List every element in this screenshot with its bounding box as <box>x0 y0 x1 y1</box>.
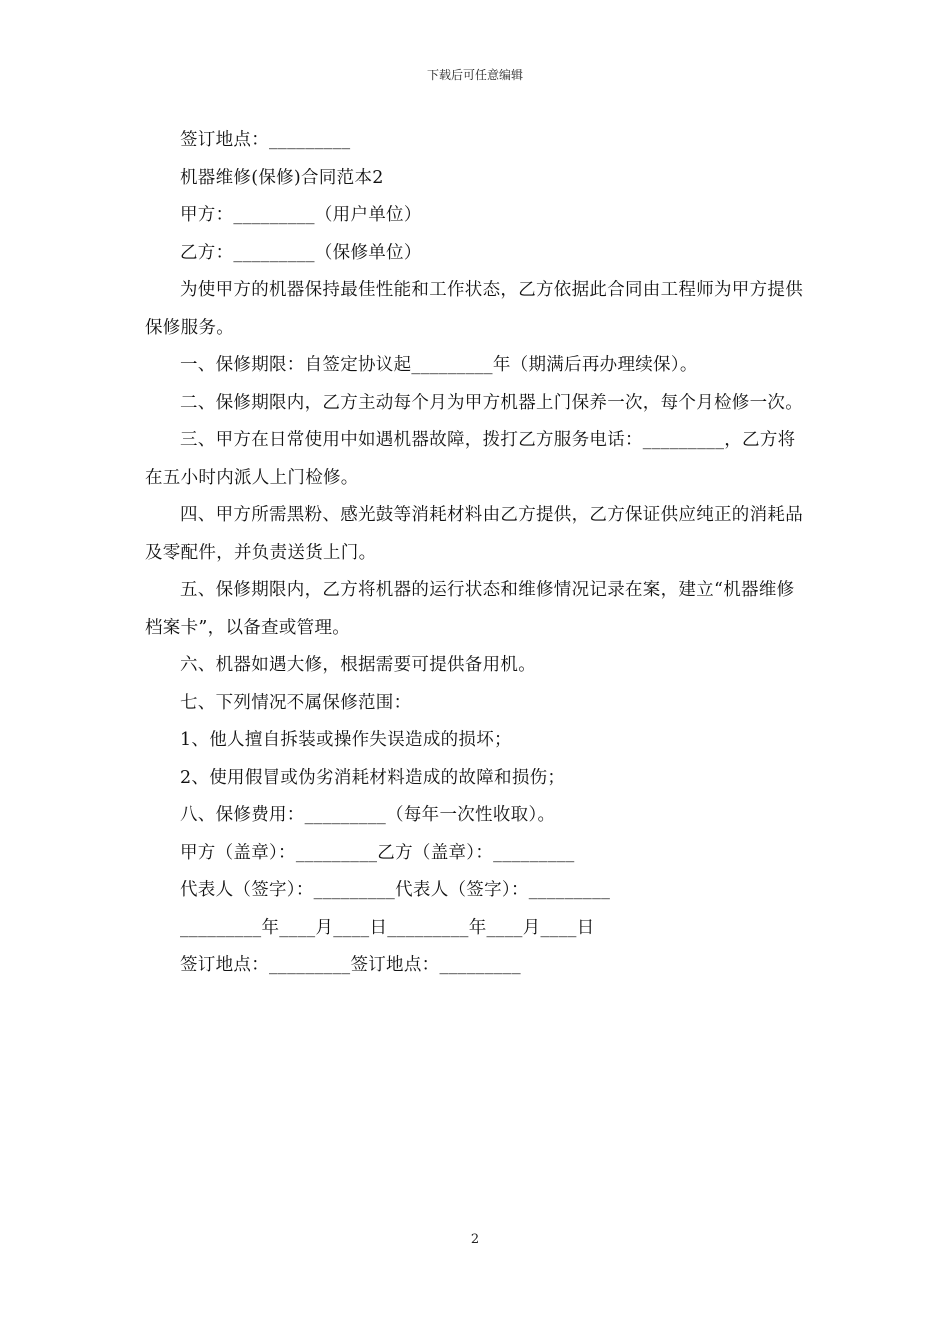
contract-title: 机器维修(保修)合同范本2 <box>180 167 384 188</box>
signing-places-line: 签订地点：_________签订地点：_________ <box>180 955 521 975</box>
page-number: 2 <box>470 1232 480 1247</box>
party-b-line: 乙方：_________（保修单位） <box>180 242 422 263</box>
clause-7: 七、下列情况不属保修范围： <box>180 692 412 713</box>
seal-line: 甲方（盖章）：_________乙方（盖章）：_________ <box>180 842 575 863</box>
page-header-note: 下载后可任意编辑 <box>426 68 523 82</box>
representative-signature-line: 代表人（签字）：_________代表人（签字）：_________ <box>180 880 611 900</box>
date-line: _________年____月____日_________年____月____日 <box>180 917 595 938</box>
clause-2: 二、保修期限内，乙方主动每个月为甲方机器上门保养一次，每个月检修一次。 <box>180 392 803 413</box>
clause-1: 一、保修期限：自签定协议起_________年（期满后再办理续保）。 <box>180 355 698 375</box>
clause-5: 五、保修期限内，乙方将机器的运行状态和维修情况记录在案，建立“机器维修档案卡”，以备查或管理。 <box>145 580 795 638</box>
party-a-line: 甲方：_________（用户单位） <box>180 205 422 225</box>
clause-4: 四、甲方所需黑粉、感光鼓等消耗材料由乙方提供，乙方保证供应纯正的消耗品及零配件，并负责送货上门。 <box>145 505 803 563</box>
preamble-paragraph: 为使甲方的机器保持最佳性能和工作状态，乙方依据此合同由工程师为甲方提供保修服务。 <box>145 280 803 338</box>
clause-3: 三、甲方在日常使用中如遇机器故障，拨打乙方服务电话：_________，乙方将在五小时内派人上门检修。 <box>145 430 796 488</box>
clause-7-item-1: 1、他人擅自拆装或操作失误造成的损坏； <box>180 730 512 750</box>
clause-6: 六、机器如遇大修，根据需要可提供备用机。 <box>180 655 536 675</box>
document-body <box>145 122 807 985</box>
clause-7-item-2: 2、使用假冒或伪劣消耗材料造成的故障和损伤； <box>180 767 566 788</box>
signing-place-line: 签订地点：_________ <box>180 130 351 150</box>
clause-8: 八、保修费用：_________（每年一次性收取）。 <box>180 805 556 825</box>
